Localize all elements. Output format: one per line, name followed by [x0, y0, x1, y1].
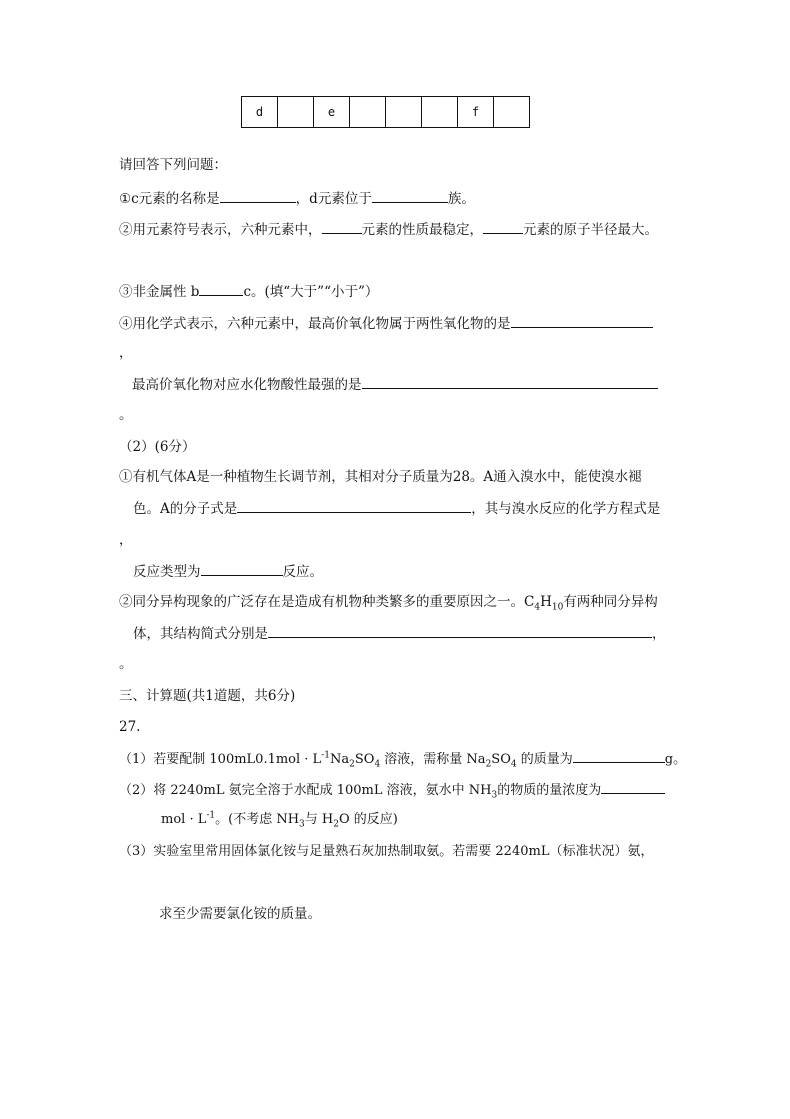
text: 。(不考虑 NH [215, 812, 300, 827]
table-cell [494, 97, 530, 128]
subscript: 4 [534, 602, 541, 613]
answer-blank[interactable] [322, 219, 362, 234]
text: （1）若要配制 100mL0.1mol · L [119, 752, 322, 767]
punctuation: 。 [119, 656, 133, 672]
answer-blank[interactable] [372, 188, 448, 203]
question-27-3-line2: 求至少需要氯化铵的质量。 [159, 906, 321, 922]
question-27-2-line1 [119, 779, 665, 801]
text: ，其与溴水反应的化学方程式是 [471, 501, 661, 517]
text: ， [652, 626, 666, 642]
text: c。(填“大于”“小于”） [243, 284, 379, 300]
answer-blank[interactable] [511, 313, 653, 328]
text: 有两种同分异构 [563, 594, 658, 610]
text: 族。 [447, 191, 475, 207]
table-cell [278, 97, 314, 128]
table-cell: f [458, 97, 494, 128]
answer-blank[interactable] [220, 188, 296, 203]
text: ①c元素的名称是 [119, 191, 220, 207]
question-1d-line1 [119, 313, 653, 334]
answer-blank[interactable] [573, 748, 665, 763]
question-1d-line2 [132, 374, 658, 395]
answer-blank[interactable] [237, 498, 471, 513]
text: ②用元素符号表示，六种元素中， [119, 222, 322, 238]
text: 溶液，需称量 Na [380, 752, 486, 767]
question-27-1 [119, 748, 686, 770]
text: 最高价氧化物对应水化物酸性最强的是 [132, 377, 362, 393]
text: 反应。 [282, 564, 323, 580]
text: 体，其结构简式分别是 [133, 626, 268, 642]
question-2b-line1 [119, 592, 658, 612]
table-cell [350, 97, 386, 128]
text: H [540, 594, 552, 610]
question-2a-line2 [133, 498, 660, 519]
table-cell [386, 97, 422, 128]
question-27-2-line2 [161, 810, 398, 830]
question-27-3-line1: （3）实验室里常用固体氯化铵与足量熟石灰加热制取氨。若需要 2240mL（标准状况）氨， [119, 844, 654, 859]
table-cell [422, 97, 458, 128]
text: （2）将 2240mL 氨完全溶于水配成 100mL 溶液，氨水中 NH [119, 783, 492, 798]
text: 的质量为 [516, 752, 573, 767]
text: ④用化学式表示，六种元素中，最高价氧化物属于两性氧化物的是 [119, 316, 511, 332]
table-cell: d [242, 97, 278, 128]
superscript: -1 [206, 810, 216, 821]
text: 反应类型为 [133, 564, 201, 580]
answer-blank[interactable] [483, 219, 523, 234]
text: 的物质的量浓度为 [497, 783, 602, 798]
subscript: 3 [491, 790, 498, 801]
punctuation: 。 [119, 407, 133, 423]
periodic-table-fragment [241, 96, 530, 128]
punctuation: ， [119, 345, 133, 361]
text: 与 H [304, 812, 334, 827]
subscript: 2 [485, 759, 492, 770]
answer-blank[interactable] [362, 374, 658, 389]
question-intro: 请回答下列问题： [119, 157, 227, 173]
answer-blank[interactable] [601, 779, 665, 794]
text: g。 [664, 752, 687, 767]
text: 元素的原子半径最大。 [523, 222, 658, 238]
question-number: 27. [119, 719, 141, 735]
subscript: 4 [374, 759, 381, 770]
question-2a-line1: ①有机气体A是一种植物生长调节剂，其相对分子质量为28。A通入溴水中，能使溴水褪 [119, 469, 642, 485]
question-1b [119, 219, 658, 240]
answer-blank[interactable] [201, 561, 283, 576]
text: ②同分异构现象的广泛存在是造成有机物种类繁多的重要原因之一。C [119, 594, 535, 610]
punctuation: ， [119, 532, 133, 548]
text: SO [354, 752, 375, 767]
text: Na [329, 752, 350, 767]
question-2a-line3 [133, 561, 323, 582]
part3-header: 三、计算题(共1道题，共6分) [119, 688, 296, 704]
table-row [242, 97, 530, 128]
text: ③非金属性 b [119, 284, 200, 300]
text: 元素的性质最稳定， [361, 222, 483, 238]
text: SO [491, 752, 511, 767]
superscript: -1 [321, 750, 330, 761]
text: ，d元素位于 [295, 191, 372, 207]
subscript: 10 [551, 602, 564, 613]
question-1c [119, 281, 378, 302]
part2-header: （2）(6分） [119, 439, 196, 455]
text: O 的反应) [339, 812, 398, 827]
table-cell: e [314, 97, 350, 128]
question-2b-line2 [133, 623, 666, 644]
answer-blank[interactable] [268, 623, 652, 638]
text: mol · L [161, 812, 207, 827]
subscript: 4 [510, 759, 517, 770]
subscript: 2 [333, 819, 339, 830]
subscript: 3 [299, 819, 305, 830]
question-1a [119, 188, 475, 209]
text: 色。A的分子式是 [133, 501, 238, 517]
subscript: 2 [349, 759, 355, 770]
answer-blank[interactable] [199, 281, 243, 296]
